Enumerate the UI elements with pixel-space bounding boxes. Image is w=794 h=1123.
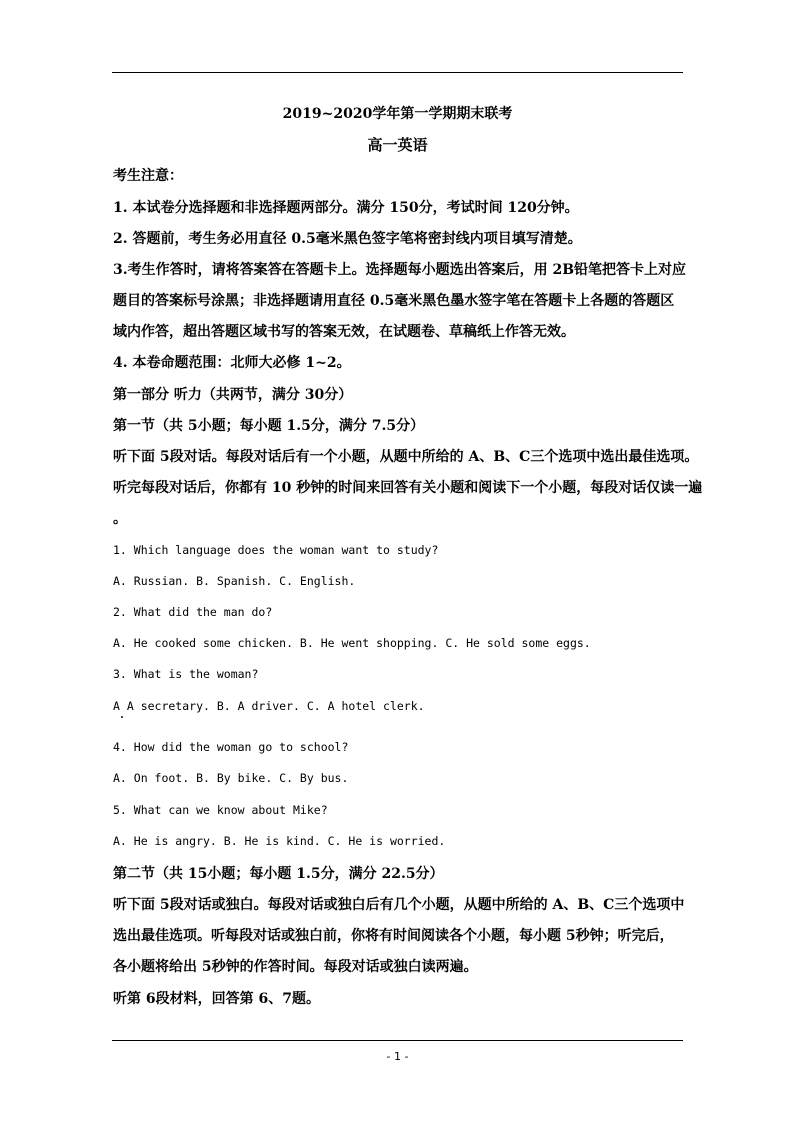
section2-instruction: 选出最佳选项。听每段对话或独白前，你将有时间阅读各个小题，每小题 5秒钟；听完后，	[113, 928, 674, 944]
section1-instruction: 听下面 5段对话。每段对话后有一个小题，从题中所给的 A、B、C三个选项中选出最佳选项。	[113, 449, 699, 465]
page-number: - 1 -	[386, 1050, 409, 1063]
part1-heading: 第一部分 听力（共两节，满分 30分）	[113, 387, 353, 403]
material-note: 听第 6段材料，回答第 6、7题。	[113, 991, 320, 1007]
footer-rule	[112, 1040, 683, 1041]
notice-line: 域内作答，超出答题区域书写的答案无效，在试题卷、草稿纸上作答无效。	[113, 324, 575, 340]
section1-instruction: 。	[113, 511, 127, 527]
question-5: 5. What can we know about Mike?	[113, 803, 328, 817]
section1-instruction: 听完每段对话后，你都有 10 秒钟的时间来回答有关小题和阅读下一个小题，每段对话仅读一遍	[113, 480, 703, 496]
notice-line: 1. 本试卷分选择题和非选择题两部分。满分 150分，考试时间 120分钟。	[113, 200, 579, 216]
question-1-options: A. Russian. B. Spanish. C. English.	[113, 574, 356, 588]
notice-line: 2. 答题前，考生务必用直径 0.5毫米黑色签字笔将密封线内项目填写清楚。	[113, 231, 582, 247]
section2-instruction: 各小题将给出 5秒钟的作答时间。每段对话或独白读两遍。	[113, 959, 478, 975]
notice-line: 3.考生作答时，请将答案答在答题卡上。选择题每小题选出答案后，用 2B铅笔把答卡上对应	[113, 262, 687, 278]
section2-instruction: 听下面 5段对话或独白。每段对话或独白后有几个小题，从题中所给的 A、B、C三个选项中	[113, 897, 685, 913]
header-rule	[112, 72, 683, 73]
question-5-options: A. He is angry. B. He is kind. C. He is worried.	[113, 834, 446, 848]
question-4-options: A. On foot. B. By bike. C. By bus.	[113, 771, 349, 785]
exam-subject: 高一英语	[367, 136, 428, 154]
question-3: 3. What is the woman?	[113, 667, 259, 681]
question-4: 4. How did the woman go to school?	[113, 740, 349, 754]
exam-title: 2019~2020学年第一学期期末联考	[282, 106, 513, 122]
question-2-options: A. He cooked some chicken. B. He went shopping. C. He sold some eggs.	[113, 636, 591, 650]
section2-heading: 第二节（共 15小题；每小题 1.5分，满分 22.5分）	[113, 866, 444, 882]
question-1: 1. Which language does the woman want to study?	[113, 543, 439, 557]
section1-heading: 第一节（共 5小题；每小题 1.5分，满分 7.5分）	[113, 418, 425, 434]
stray-mark	[121, 716, 123, 718]
notice-line: 题目的答案标号涂黑；非选择题请用直径 0.5毫米黑色墨水签字笔在答题卡上各题的答题区	[113, 293, 675, 309]
notice-heading: 考生注意：	[113, 168, 183, 184]
notice-line: 4. 本卷命题范围：北师大必修 1~2。	[113, 355, 351, 371]
question-2: 2. What did the man do?	[113, 605, 273, 619]
question-3-options: A A secretary. B. A driver. C. A hotel clerk.	[113, 699, 425, 713]
